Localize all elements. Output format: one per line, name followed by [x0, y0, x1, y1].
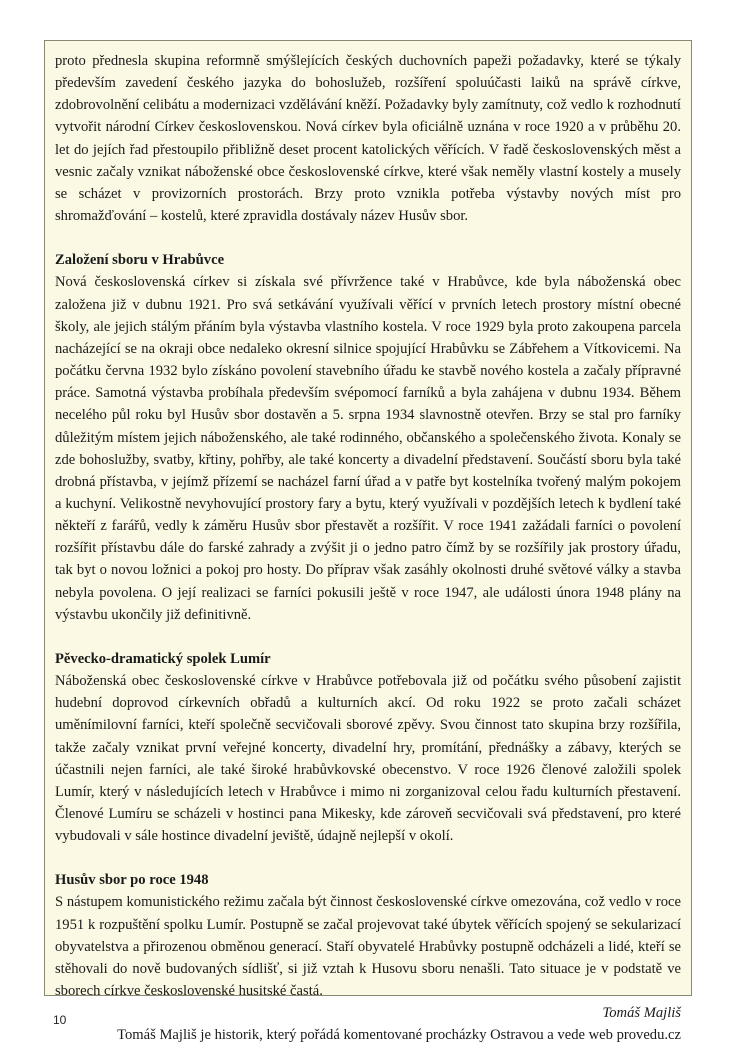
section-text-lumir: Náboženská obec československé církve v Hrabůvce potřebovala již od počátku svého působení zajistit hudební doprovod církevních obřadů a kulturních akcí. Od roku 1922 se proto začali scházet uměnímilovní farníci, kteří společně secvičovali sborové zpěvy. Svou činnost tato skupina brzy rozšířila, takže začaly vznikat první veřejné koncerty, divadelní hry, promítání, přednášky a zábavy, kterých se účastnili nejen farníci, ale také široké hrabůvkovské obecenstvo. V roce 1926 členové založili spolek Lumír, který v následujících letech v Hrabůvce i mimo ni zorganizoval celou řadu kulturních přestavení. Členové Lumíru se scházeli v hostinci pana Mikesky, kde zároveň secvičovali svá představení, pro které vybudovali v sále hostince divadelní jeviště, údajně nejlepší v okolí. — [55, 673, 681, 845]
spacer — [55, 847, 681, 869]
section-heading-lumir: Pěvecko-dramatický spolek Lumír — [55, 650, 271, 667]
section-heading-after-1948: Husův sbor po roce 1948 — [55, 872, 209, 889]
section-heading-founding: Založení sboru v Hrabůvce — [55, 252, 225, 269]
spacer — [55, 626, 681, 648]
section-text-founding: Nová československá církev si získala své přívržence také v Hrabůvce, kde byla náboženská obec založena již v dubnu 1921. Pro svá setkávání využívali věřící v prvních letech prostory místní obecné školy, ale jejich stálým přáním byla výstavba vlastního kostela. V roce 1929 byla proto zakoupena parcela nacházející se na okraji obce nedaleko okresní silnice spojující Hrabůvku se Zábřehem a Vítkovicemi. Na počátku června 1932 bylo získáno povolení stavebního úřadu ke stavbě nového kostela a začaly přípravné práce. Samotná výstavba probíhala především svépomocí farníků a byla zahájena v dubnu 1934. Během necelého půl roku byl Husův sbor dostavěn a 5. srpna 1934 slavnostně otevřen. Brzy se stal pro farníky důležitým místem jejich náboženského, ale také rodinného, občanského a společenského života. Konaly se zde bohoslužby, svatby, křtiny, pohřby, ale také koncerty a divadelní představení. Součástí sboru byla také drobná přístavba, v jejímž přízemí se nacházel farní úřad a v patře byt kostelníka tvořený malým pokojem a kuchyní. Velikostně nevyhovující prostory fary a bytu, který využívali v pozdějších letech k bydlení také někteří z farářů, vedly k záměru Husův sbor přestavět a rozšířit. V roce 1941 zažádali farníci o povolení rozšířit přístavbu dále do farské zahrady a zvýšit ji o jedno patro čímž by se rozšířily jak prostory úřadu, tak byt o novou ložnici a pokoj pro hosty. Do příprav však zasáhly okolnosti druhé světové války a stavba nebyla povolena. O její realizaci se farníci pokusili ještě v roce 1947, ale události února 1948 plány na výstavbu ukončily již definitivně. — [55, 274, 681, 623]
intro-paragraph: proto přednesla skupina reformně smýšlejících českých duchovních papeži požadavky, které se týkaly především zavedení českého jazyka do bohoslužeb, rozšíření spoluúčasti laiků na správě církve, zdobrovolnění celibátu a modernizaci vzdělávání kněží. Požadavky byly zamítnuty, což vedlo k rozhodnutí vytvořit národní Církev československou. Nová církev byla oficiálně uznána v roce 1920 a v průběhu 20. let do jejích řad přestoupilo přibližně deset procent katolických věřících. V řadě československých měst a vesnic začaly vznikat náboženské obce československé církve, které však neměly vlastní kostely a musely se scházet v provizorních prostorách. Brzy proto vznikla potřeba výstavby nových míst pro shromažďování – kostelů, které zpravidla dostávaly název Husův sbor. — [55, 53, 681, 225]
author-signature: Tomáš Majliš — [602, 1005, 681, 1022]
section-text-after-1948: S nástupem komunistického režimu začala být činnost československé církve omezována, což vedlo v roce 1951 k rozpuštění spolku Lumír. Postupně se začal projevovat také úbytek věřících spojený se sekularizací obyvatelstva a přirozenou obměnou generací. Staří obyvatelé Hrabůvky postupně odcházeli a lidé, kteří se stěhovali do nově budovaných sídlišť, si již vztah k Husovu sboru nenašli. Tato situace je v podstatě ve sborech církve československé husitské častá. — [55, 894, 681, 1000]
spacer — [55, 227, 681, 249]
page-number: 10 — [53, 1013, 67, 1027]
author-bio: Tomáš Majliš je historik, který pořádá komentované procházky Ostravou a vede web provedu.cz — [117, 1027, 681, 1044]
